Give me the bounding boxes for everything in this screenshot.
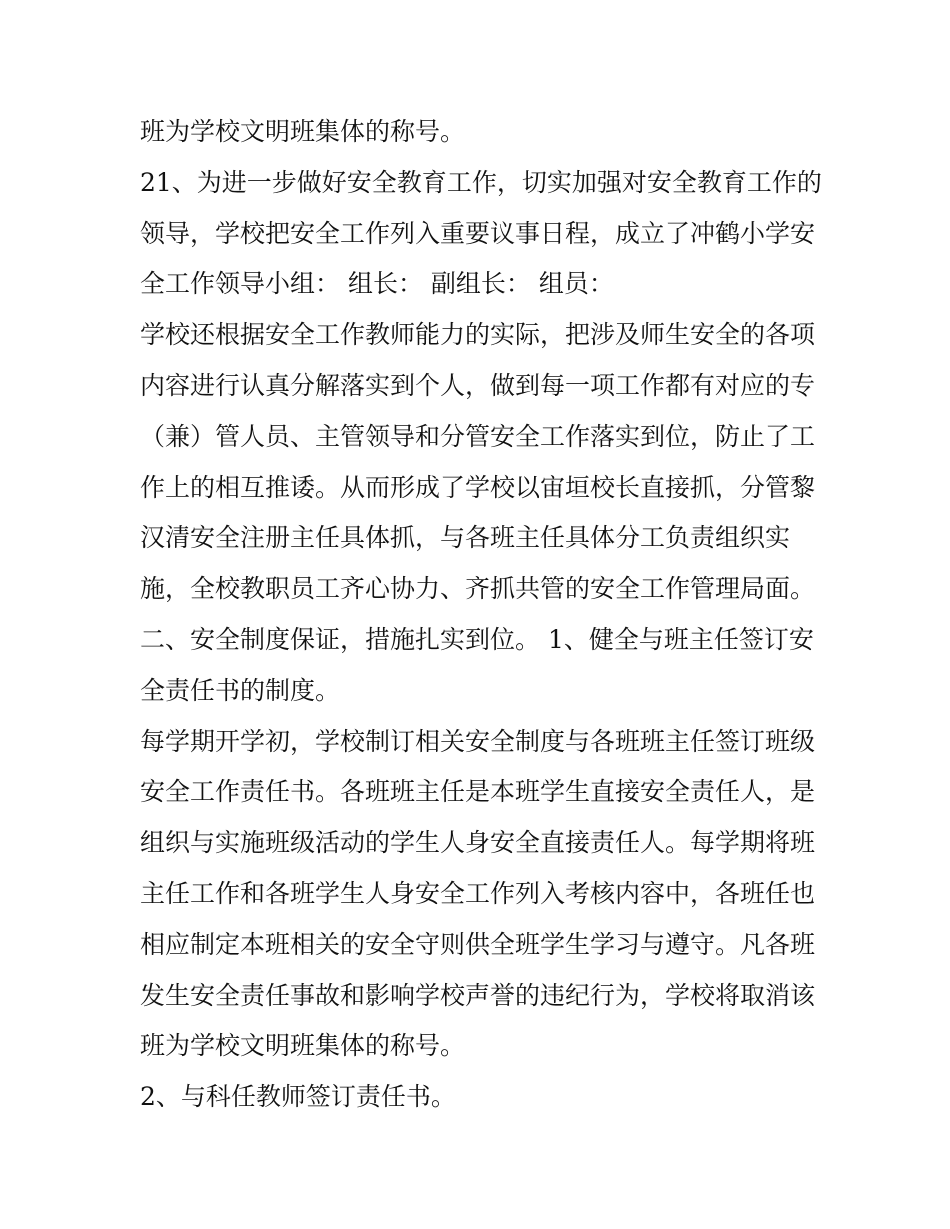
text-line: 主任工作和各班学生人身安全工作列入考核内容中，各班任也 [140,878,816,908]
text-line: 汉清安全注册主任具体抓，与各班主任具体分工负责组织实 [140,523,791,553]
text-line: 21、为进一步做好安全教育工作，切实加强对安全教育工作的 [140,167,822,197]
text-line: 全工作领导小组： 组长： 副组长： 组员： [140,269,614,299]
text-line: 组织与实施班级活动的学生人身安全直接责任人。每学期将班 [140,828,816,858]
text-line: 二、安全制度保证，措施扎实到位。 1、健全与班主任签订安 [140,624,814,654]
text-line: 作上的相互推诿。从而形成了学校以宙垣校长直接抓，分管黎 [140,472,816,502]
document-body [140,107,820,1123]
text-line: 相应制定本班相关的安全守则供全班学生学习与遵守。凡各班 [140,929,816,959]
text-line: 安全工作责任书。各班班主任是本班学生直接安全责任人，是 [140,777,816,807]
text-line: 全责任书的制度。 [140,675,341,705]
text-line: （兼）管人员、主管领导和分管安全工作落实到位，防止了工 [140,421,816,451]
text-line: 内容进行认真分解落实到个人，做到每一项工作都有对应的专 [140,370,816,400]
text-line: 领导，学校把安全工作列入重要议事日程，成立了冲鹤小学安 [140,218,816,248]
text-line: 学校还根据安全工作教师能力的实际，把涉及师生安全的各项 [140,320,816,350]
text-line: 班为学校文明班集体的称号。 [140,1031,466,1061]
text-line: 每学期开学初，学校制订相关安全制度与各班班主任签订班级 [140,726,816,756]
text-line: 班为学校文明班集体的称号。 [140,117,466,146]
text-line: 施，全校教职员工齐心协力、齐抓共管的安全工作管理局面。 [140,574,816,604]
text-line: 发生安全责任事故和影响学校声誉的违纪行为，学校将取消该 [140,980,816,1010]
text-line: 2、与科任教师签订责任书。 [140,1082,456,1112]
